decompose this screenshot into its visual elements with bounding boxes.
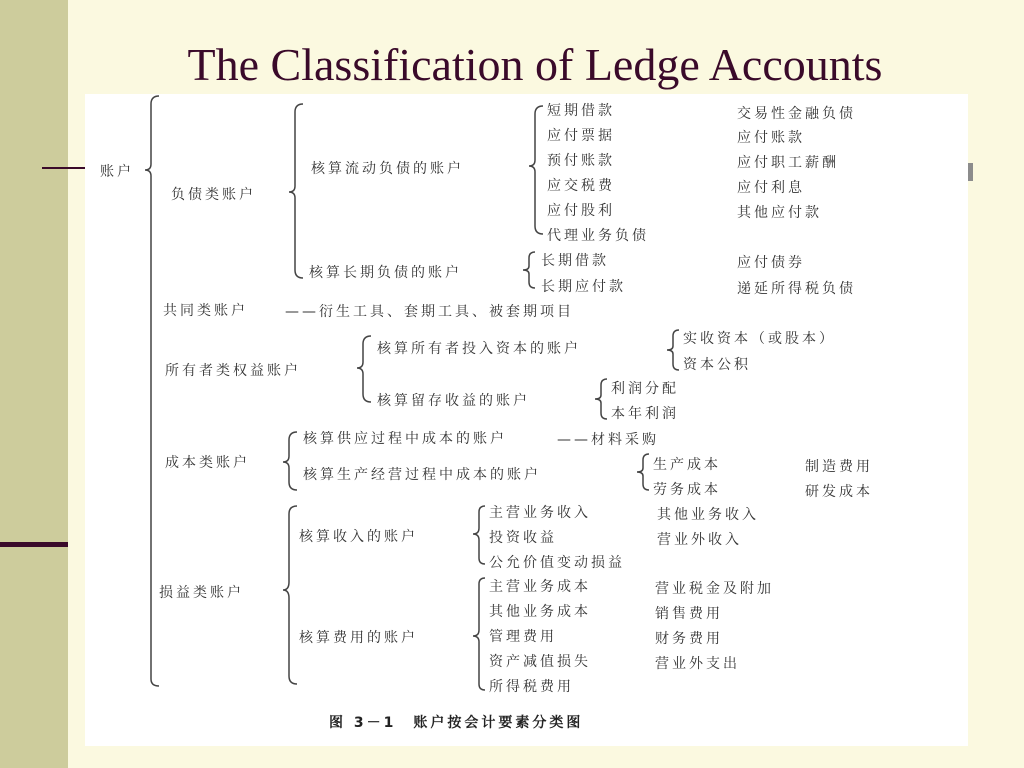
expense-item: 主营业务成本	[489, 579, 591, 595]
production-cost-accounts: 核算生产经营过程中成本的账户	[303, 467, 541, 483]
revenue-accounts: 核算收入的账户	[299, 529, 418, 545]
supply-cost-accounts: 核算供应过程中成本的账户	[303, 431, 507, 447]
left-sidebar	[0, 0, 68, 768]
decor-dash-left	[42, 167, 86, 169]
expense-item: 营业税金及附加	[655, 581, 774, 597]
slide-title: The Classification of Ledge Accounts	[187, 39, 883, 90]
current-liability-item: 应付账款	[737, 130, 805, 146]
production-cost-item: 研发成本	[805, 484, 873, 500]
expense-item: 营业外支出	[655, 656, 740, 672]
root-account: 账户	[100, 164, 134, 180]
current-liability-item: 应付股利	[547, 203, 615, 219]
revenue-item: 投资收益	[489, 530, 557, 546]
expense-item: 财务费用	[655, 631, 723, 647]
current-liability-item: 应交税费	[547, 178, 615, 194]
revenue-item: 公允价值变动损益	[489, 555, 625, 571]
revenue-item: 营业外收入	[657, 532, 742, 548]
current-liability-item: 交易性金融负债	[737, 106, 856, 122]
revenue-item: 其他业务收入	[657, 507, 759, 523]
current-liability-item: 其他应付款	[737, 205, 822, 221]
production-cost-item: 劳务成本	[653, 482, 721, 498]
long-term-liability-item: 应付债券	[737, 255, 805, 271]
retained-earnings-item: 利润分配	[611, 381, 679, 397]
invested-capital-item: 资本公积	[683, 357, 751, 373]
revenue-item: 主营业务收入	[489, 505, 591, 521]
sidebar-rule	[0, 542, 68, 547]
cost-accounts: 成本类账户	[165, 455, 250, 471]
current-liability-item: 应付利息	[737, 180, 805, 196]
long-term-liability-item: 长期应付款	[541, 279, 626, 295]
common-account-items: ——衍生工具、套期工具、被套期项目	[285, 304, 574, 320]
retained-earnings-accounts: 核算留存收益的账户	[377, 393, 530, 409]
current-liability-item: 短期借款	[547, 103, 615, 119]
current-liability-accounts: 核算流动负债的账户	[311, 161, 464, 177]
current-liability-item: 预付账款	[547, 153, 615, 169]
current-liability-item: 代理业务负债	[547, 228, 649, 244]
retained-earnings-item: 本年利润	[611, 406, 679, 422]
supply-cost-item: ——材料采购	[557, 432, 659, 448]
expense-item: 资产减值损失	[489, 654, 591, 670]
liability-accounts: 负债类账户	[171, 187, 256, 203]
expense-accounts: 核算费用的账户	[299, 630, 418, 646]
production-cost-item: 制造费用	[805, 459, 873, 475]
invested-capital-item: 实收资本（或股本）	[683, 331, 836, 347]
long-term-liability-item: 递延所得税负债	[737, 281, 856, 297]
long-term-liability-item: 长期借款	[541, 253, 609, 269]
production-cost-item: 生产成本	[653, 457, 721, 473]
current-liability-item: 应付职工薪酬	[737, 155, 839, 171]
common-accounts: 共同类账户	[163, 303, 248, 319]
diagram-caption: 图 3－1 账户按会计要素分类图	[329, 715, 584, 731]
long-term-liability-accounts: 核算长期负债的账户	[309, 265, 462, 281]
expense-item: 所得税费用	[489, 679, 574, 695]
expense-item: 管理费用	[489, 629, 557, 645]
expense-item: 其他业务成本	[489, 604, 591, 620]
expense-item: 销售费用	[655, 606, 723, 622]
owners-equity-accounts: 所有者类权益账户	[165, 363, 301, 379]
profit-loss-accounts: 损益类账户	[159, 585, 244, 601]
current-liability-item: 应付票据	[547, 128, 615, 144]
invested-capital-accounts: 核算所有者投入资本的账户	[377, 341, 581, 357]
classification-diagram	[85, 94, 968, 746]
